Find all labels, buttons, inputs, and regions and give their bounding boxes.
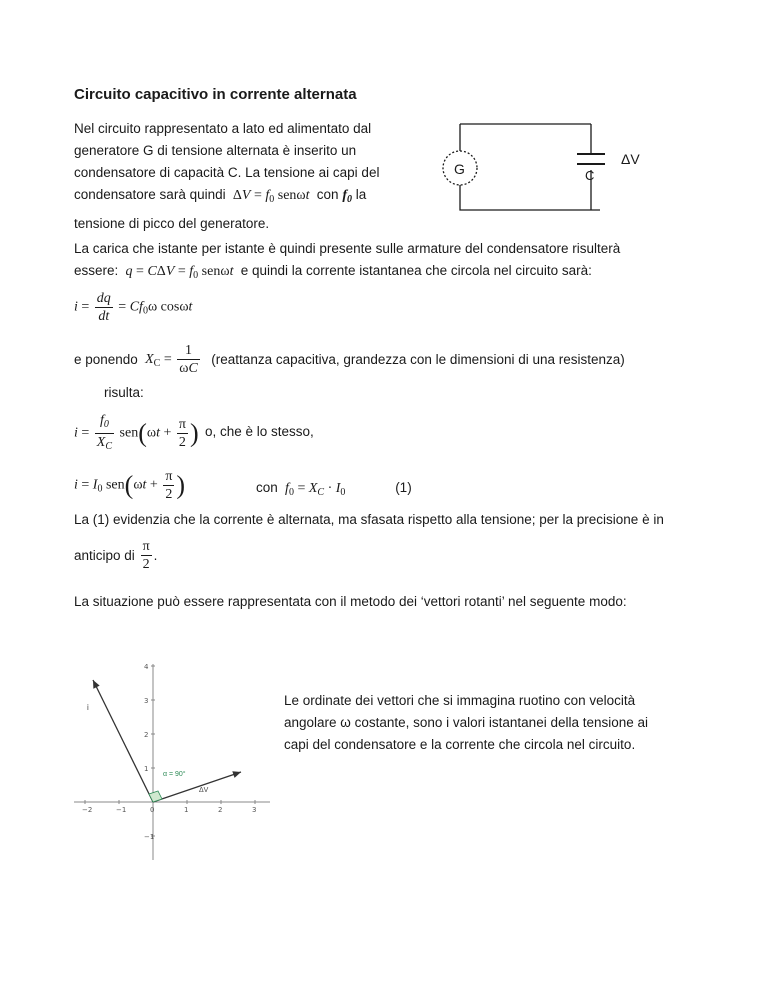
- voltage-formula: $\Delta V = f_0$ senωt: [229, 188, 310, 205]
- charge-line-2: essere: $q = C\Delta V = f_0$ senωt e quindi la corrente istantanea che circola nel circuito sarà:: [74, 263, 592, 281]
- intro-line-5: tensione di picco del generatore.: [74, 216, 270, 231]
- generator-label: G: [454, 161, 465, 177]
- x-tick-label: −2: [82, 806, 93, 814]
- caption-line-2: angolare ω costante, sono i valori istantanei della tensione ai: [284, 715, 649, 730]
- equation-ref: (1): [395, 480, 412, 495]
- charge-line-1: La carica che istante per istante è quindi presente sulle armature del condensatore risulterà: [74, 241, 621, 256]
- charge-formula: $q = C\Delta V = f_0$ senωt: [125, 264, 234, 281]
- circuit-wire-bottom: [460, 185, 600, 210]
- vector-v-head: [232, 771, 241, 778]
- voltage-label: ΔV: [621, 151, 640, 167]
- reactance-result: risulta:: [104, 385, 144, 400]
- current-formula: i = $\frac{dq}{dt}$ = $Cf_0\omega$ cosωt: [74, 291, 193, 324]
- conclusion-line-2: anticipo di $\frac{\pi}{2}$ .: [74, 539, 158, 572]
- circuit-diagram: [440, 118, 680, 218]
- x-tick-label: 2: [218, 806, 223, 814]
- y-tick-label: 2: [144, 731, 149, 739]
- y-tick-label: 4: [144, 663, 149, 671]
- current-equation-2: $i = I_0$ sen(ωt + $\frac{\pi}{2}$ ): [74, 469, 186, 502]
- capacitor-label: C: [585, 168, 595, 183]
- y-tick-label: 3: [144, 697, 149, 705]
- page-title: Circuito capacitivo in corrente alternata: [74, 86, 357, 103]
- angle-label: α = 90°: [163, 771, 186, 778]
- intro-line-2: generatore G di tensione alternata è inserito un: [74, 143, 357, 158]
- intro-line-4: condensatore sarà quindi $\Delta V = f_0$ senωt con $f_0$ la: [74, 187, 367, 205]
- phasor-diagram: [74, 662, 274, 862]
- caption-line-3: capi del condensatore e la corrente che circola nel circuito.: [284, 737, 636, 752]
- x-tick-label: 0: [150, 806, 155, 814]
- vector-i-label: i: [87, 703, 89, 712]
- y-tick-label: −1: [144, 833, 155, 841]
- right-angle-marker: [149, 791, 162, 802]
- y-tick-label: 1: [144, 765, 149, 773]
- x-tick-label: 3: [252, 806, 257, 814]
- intro-paragraph: [74, 118, 404, 235]
- vector-v-label: ΔV: [199, 787, 209, 794]
- equivalence-text: o, che è lo stesso,: [205, 424, 314, 439]
- intro-line-1: Nel circuito rappresentato a lato ed alimentato dal: [74, 121, 372, 136]
- charge-paragraph: [74, 238, 714, 287]
- caption-line-1: Le ordinate dei vettori che si immagina ruotino con velocità: [284, 693, 636, 708]
- reactance-line: e ponendo $X_C$ = $\frac{1}{\omega C}$ (reattanza capacitiva, grandezza con le dimensioni di una resistenza): [74, 343, 625, 376]
- intro-line-3: condensatore di capacità C. La tensione ai capi del: [74, 165, 380, 180]
- x-tick-label: −1: [116, 806, 127, 814]
- method-sentence: La situazione può essere rappresentata con il metodo dei ‘vettori rotanti’ nel seguente modo:: [74, 594, 627, 609]
- diagram-caption: [284, 690, 704, 756]
- peak-relation: con $f_0 = X_C \cdot I_0$ (1): [256, 480, 412, 498]
- conclusion-line-1: La (1) evidenzia che la corrente è alternata, ma sfasata rispetto alla tensione; per la precisione è in: [74, 512, 664, 527]
- x-tick-label: 1: [184, 806, 189, 814]
- current-equation-1: i = $\frac{f_0}{X_C}$ sen(ωt + $\frac{\pi}{2}$ ): [74, 413, 199, 452]
